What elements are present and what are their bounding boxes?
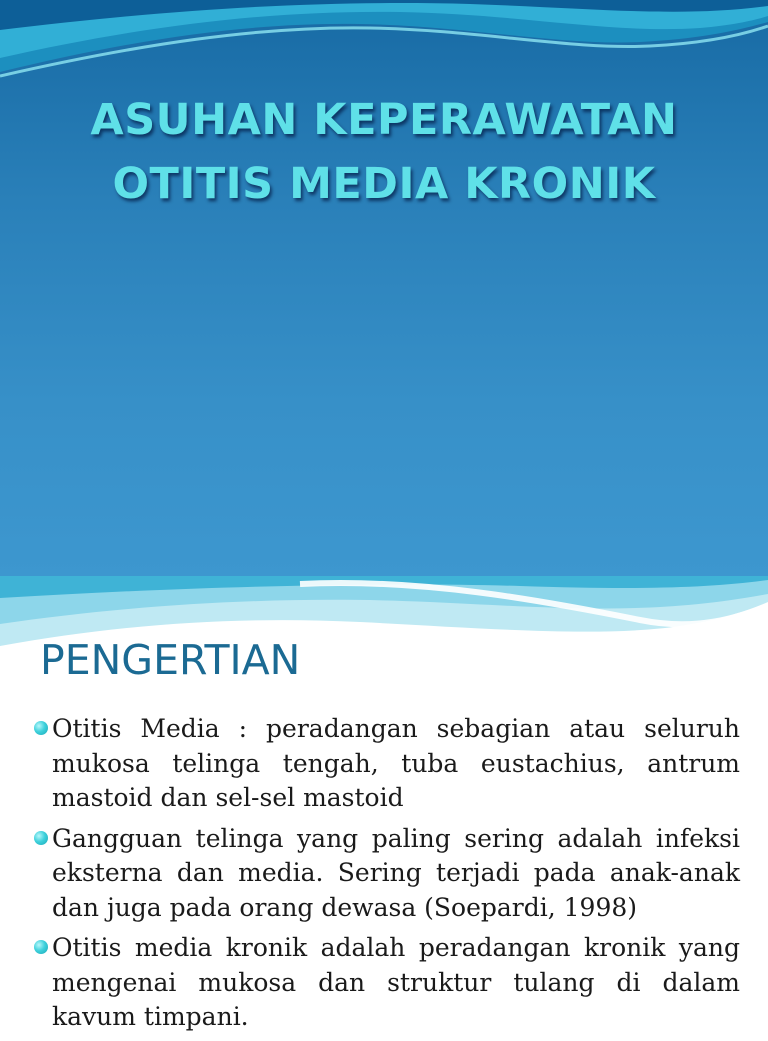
slide-title [0,88,768,216]
bullet-icon [34,831,48,845]
list-item [34,931,740,1035]
bullet-list [34,712,740,1041]
slide-title-line-2: OTITIS MEDIA KRONIK [112,159,656,209]
section-heading: PENGERTIAN [40,636,301,684]
slide-title-line-1: ASUHAN KEPERAWATAN [90,95,678,145]
bullet-icon [34,940,48,954]
bullet-icon [34,721,48,735]
bullet-text: Gangguan telinga yang paling sering adalah infeksi eksterna dan media. Sering terjadi pada anak-anak dan juga pada orang dewasa (Soepardi, 1998) [52,823,740,922]
bullet-text: Otitis media kronik adalah peradangan kronik yang mengenai mukosa dan struktur tulang di dalam kavum timpani. [52,933,740,1031]
list-item [34,712,740,816]
bullet-text: Otitis Media : peradangan sebagian atau seluruh mukosa telinga tengah, tuba eustachius, antrum mastoid dan sel-sel mastoid [52,714,740,812]
list-item [34,822,740,926]
